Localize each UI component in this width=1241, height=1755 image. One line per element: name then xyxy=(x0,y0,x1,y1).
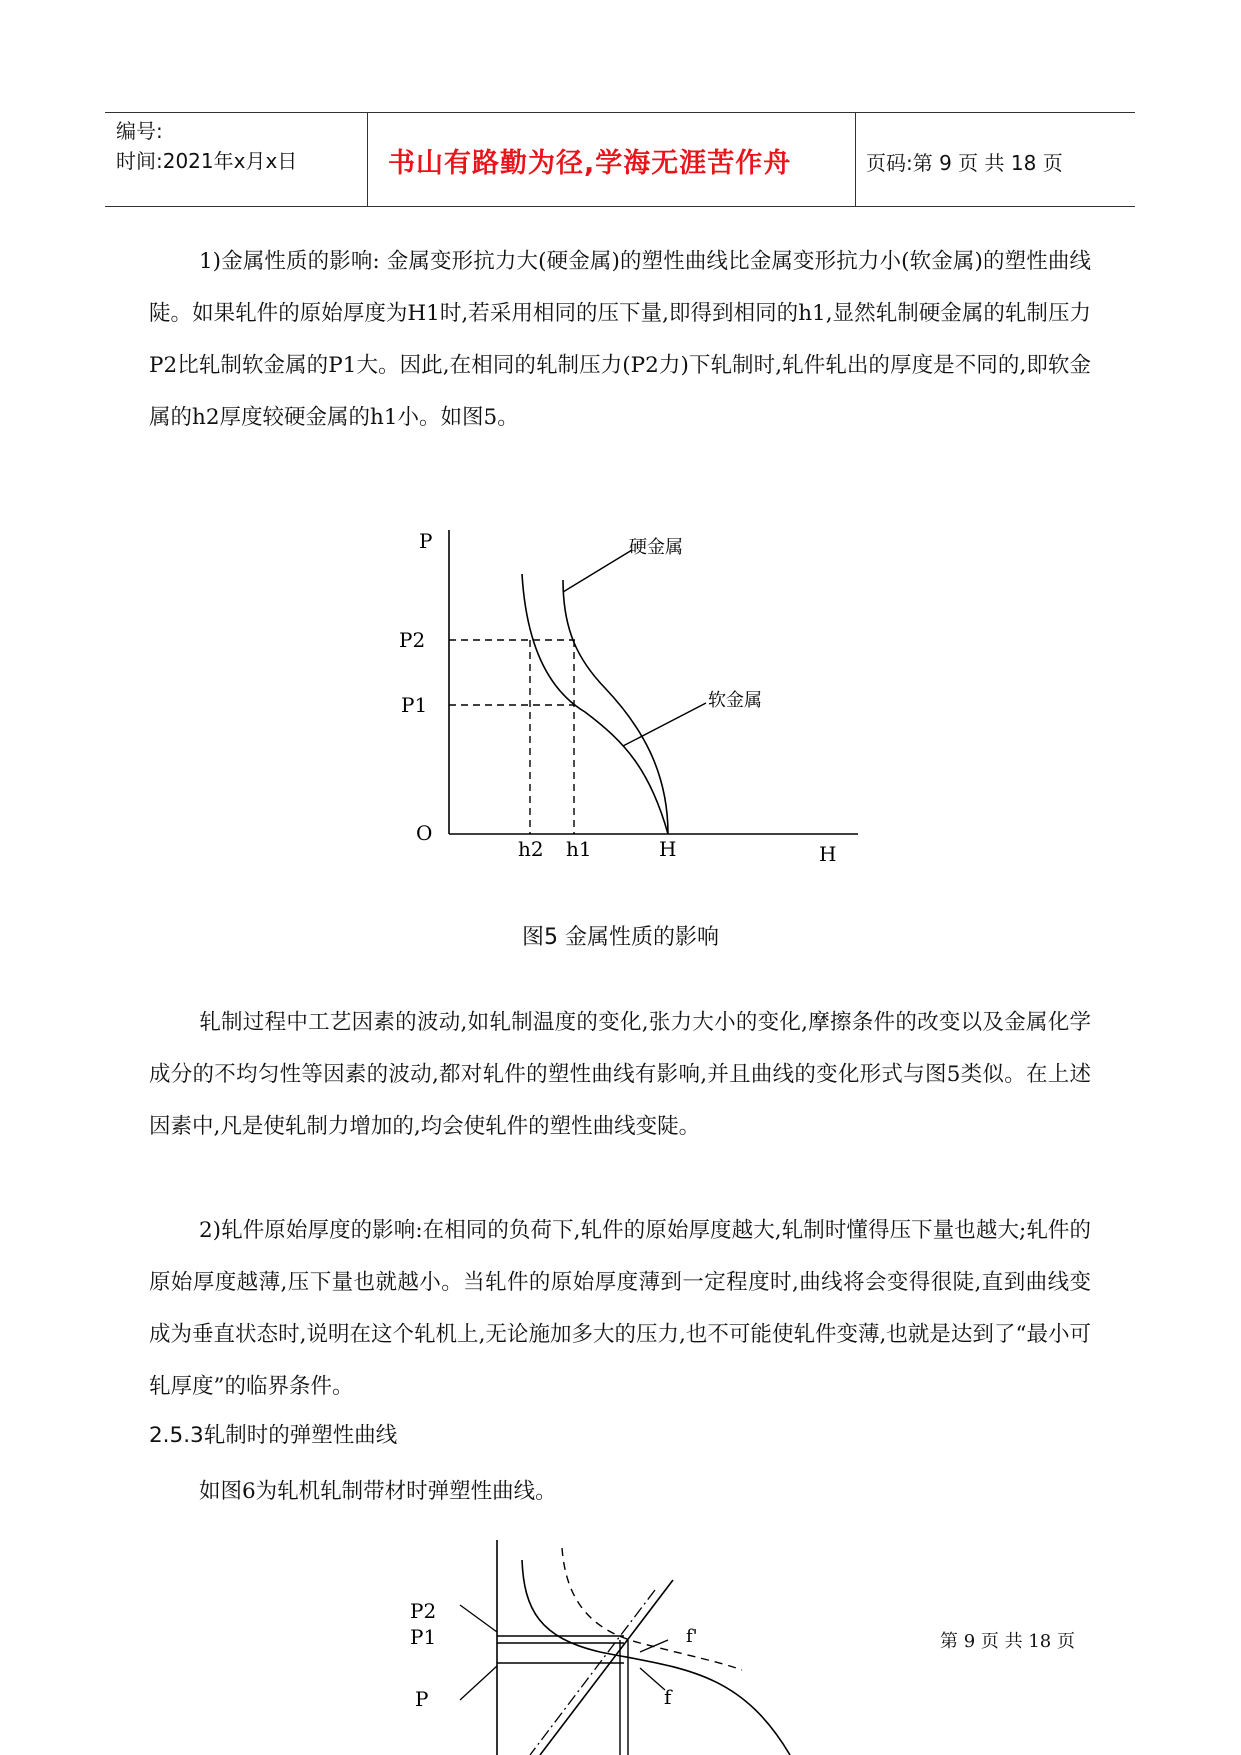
paragraph-figure6-intro xyxy=(149,1466,1091,1518)
origin-label: O xyxy=(416,821,433,845)
hard-metal-label: 硬金属 xyxy=(629,537,683,558)
header-top-rule xyxy=(105,112,1135,113)
paragraph-text: 轧制过程中工艺因素的波动,如轧制温度的变化,张力大小的变化,摩擦条件的改变以及金属化学成分的不均匀性等因素的波动,都对轧件的塑性曲线有影响,并且曲线的变化形式与图5类似。在上述因素中,凡是使轧制力增加的,均会使轧件的塑性曲线变陡。 xyxy=(149,1010,1091,1139)
f-leader xyxy=(640,1668,665,1690)
p-leader xyxy=(460,1666,497,1700)
figure-5-diagram xyxy=(0,520,1241,880)
p2-label: P2 xyxy=(399,628,426,652)
header-time-label: 时间:2021年x月x日 xyxy=(116,149,298,173)
soft-metal-curve xyxy=(522,574,668,834)
paragraph-text: 如图6为轧机轧制带材时弹塑性曲线。 xyxy=(199,1479,557,1504)
p2-leader xyxy=(460,1605,497,1632)
header-divider-left xyxy=(367,112,368,206)
plastic-curve-dashed xyxy=(562,1548,742,1670)
soft-metal-label: 软金属 xyxy=(708,690,762,711)
h1-label: h1 xyxy=(566,837,592,861)
f-prime-leader xyxy=(640,1640,668,1652)
header-number-label: 编号: xyxy=(116,119,163,143)
paragraph-original-thickness xyxy=(149,1205,1091,1413)
header-left-block xyxy=(116,116,297,176)
p1-label: P1 xyxy=(401,693,428,717)
elastic-line xyxy=(540,1580,673,1755)
x-axis-label: H xyxy=(819,842,837,866)
p1-label: P1 xyxy=(410,1625,437,1649)
paragraph-process-factors xyxy=(149,997,1091,1153)
header-divider-right xyxy=(855,112,856,206)
f-prime-label: f' xyxy=(686,1626,698,1647)
hard-leader-line xyxy=(563,550,632,592)
header-page-label: 页码:第 9 页 共 18 页 xyxy=(866,151,1063,175)
elastic-line-dashdot xyxy=(530,1590,655,1755)
paragraph-metal-properties xyxy=(149,236,1091,444)
f-label: f xyxy=(664,1685,672,1709)
h2-label: h2 xyxy=(518,837,544,861)
page-footer: 第 9 页 共 18 页 xyxy=(940,1631,1075,1652)
paragraph-text: 2)轧件原始厚度的影响:在相同的负荷下,轧件的原始厚度越大,轧制时懂得压下量也越大;轧件的原始厚度越薄,压下量也就越小。当轧件的原始厚度薄到一定程度时,曲线将会变得很陡,直到曲线变成为垂直状态时,说明在这个轧机上,无论施加多大的压力,也不可能使轧件变薄,也就是达到了“最小可轧厚度”的临界条件。 xyxy=(149,1218,1091,1399)
paragraph-text: 1)金属性质的影响: 金属变形抗力大(硬金属)的塑性曲线比金属变形抗力小(软金属)的塑性曲线陡。如果轧件的原始厚度为H1时,若采用相同的压下量,即得到相同的h1,显然轧制硬金属的轧制压力P2比轧制软金属的P1大。因此,在相同的轧制压力(P2力)下轧制时,轧件轧出的厚度是不同的,即软金属的h2厚度较硬金属的h1小。如图5。 xyxy=(149,249,1091,430)
figure-5-caption: 图5 金属性质的影响 xyxy=(522,925,719,950)
p-label: P xyxy=(415,1687,429,1711)
h-tick-label: H xyxy=(659,837,677,861)
p2-label: P2 xyxy=(410,1599,437,1623)
y-axis-label: P xyxy=(419,529,433,553)
header-bottom-rule xyxy=(105,206,1135,207)
header-motto: 书山有路勤为径,学海无涯苦作舟 xyxy=(388,148,792,179)
section-heading: 2.5.3轧制时的弹塑性曲线 xyxy=(149,1423,398,1448)
